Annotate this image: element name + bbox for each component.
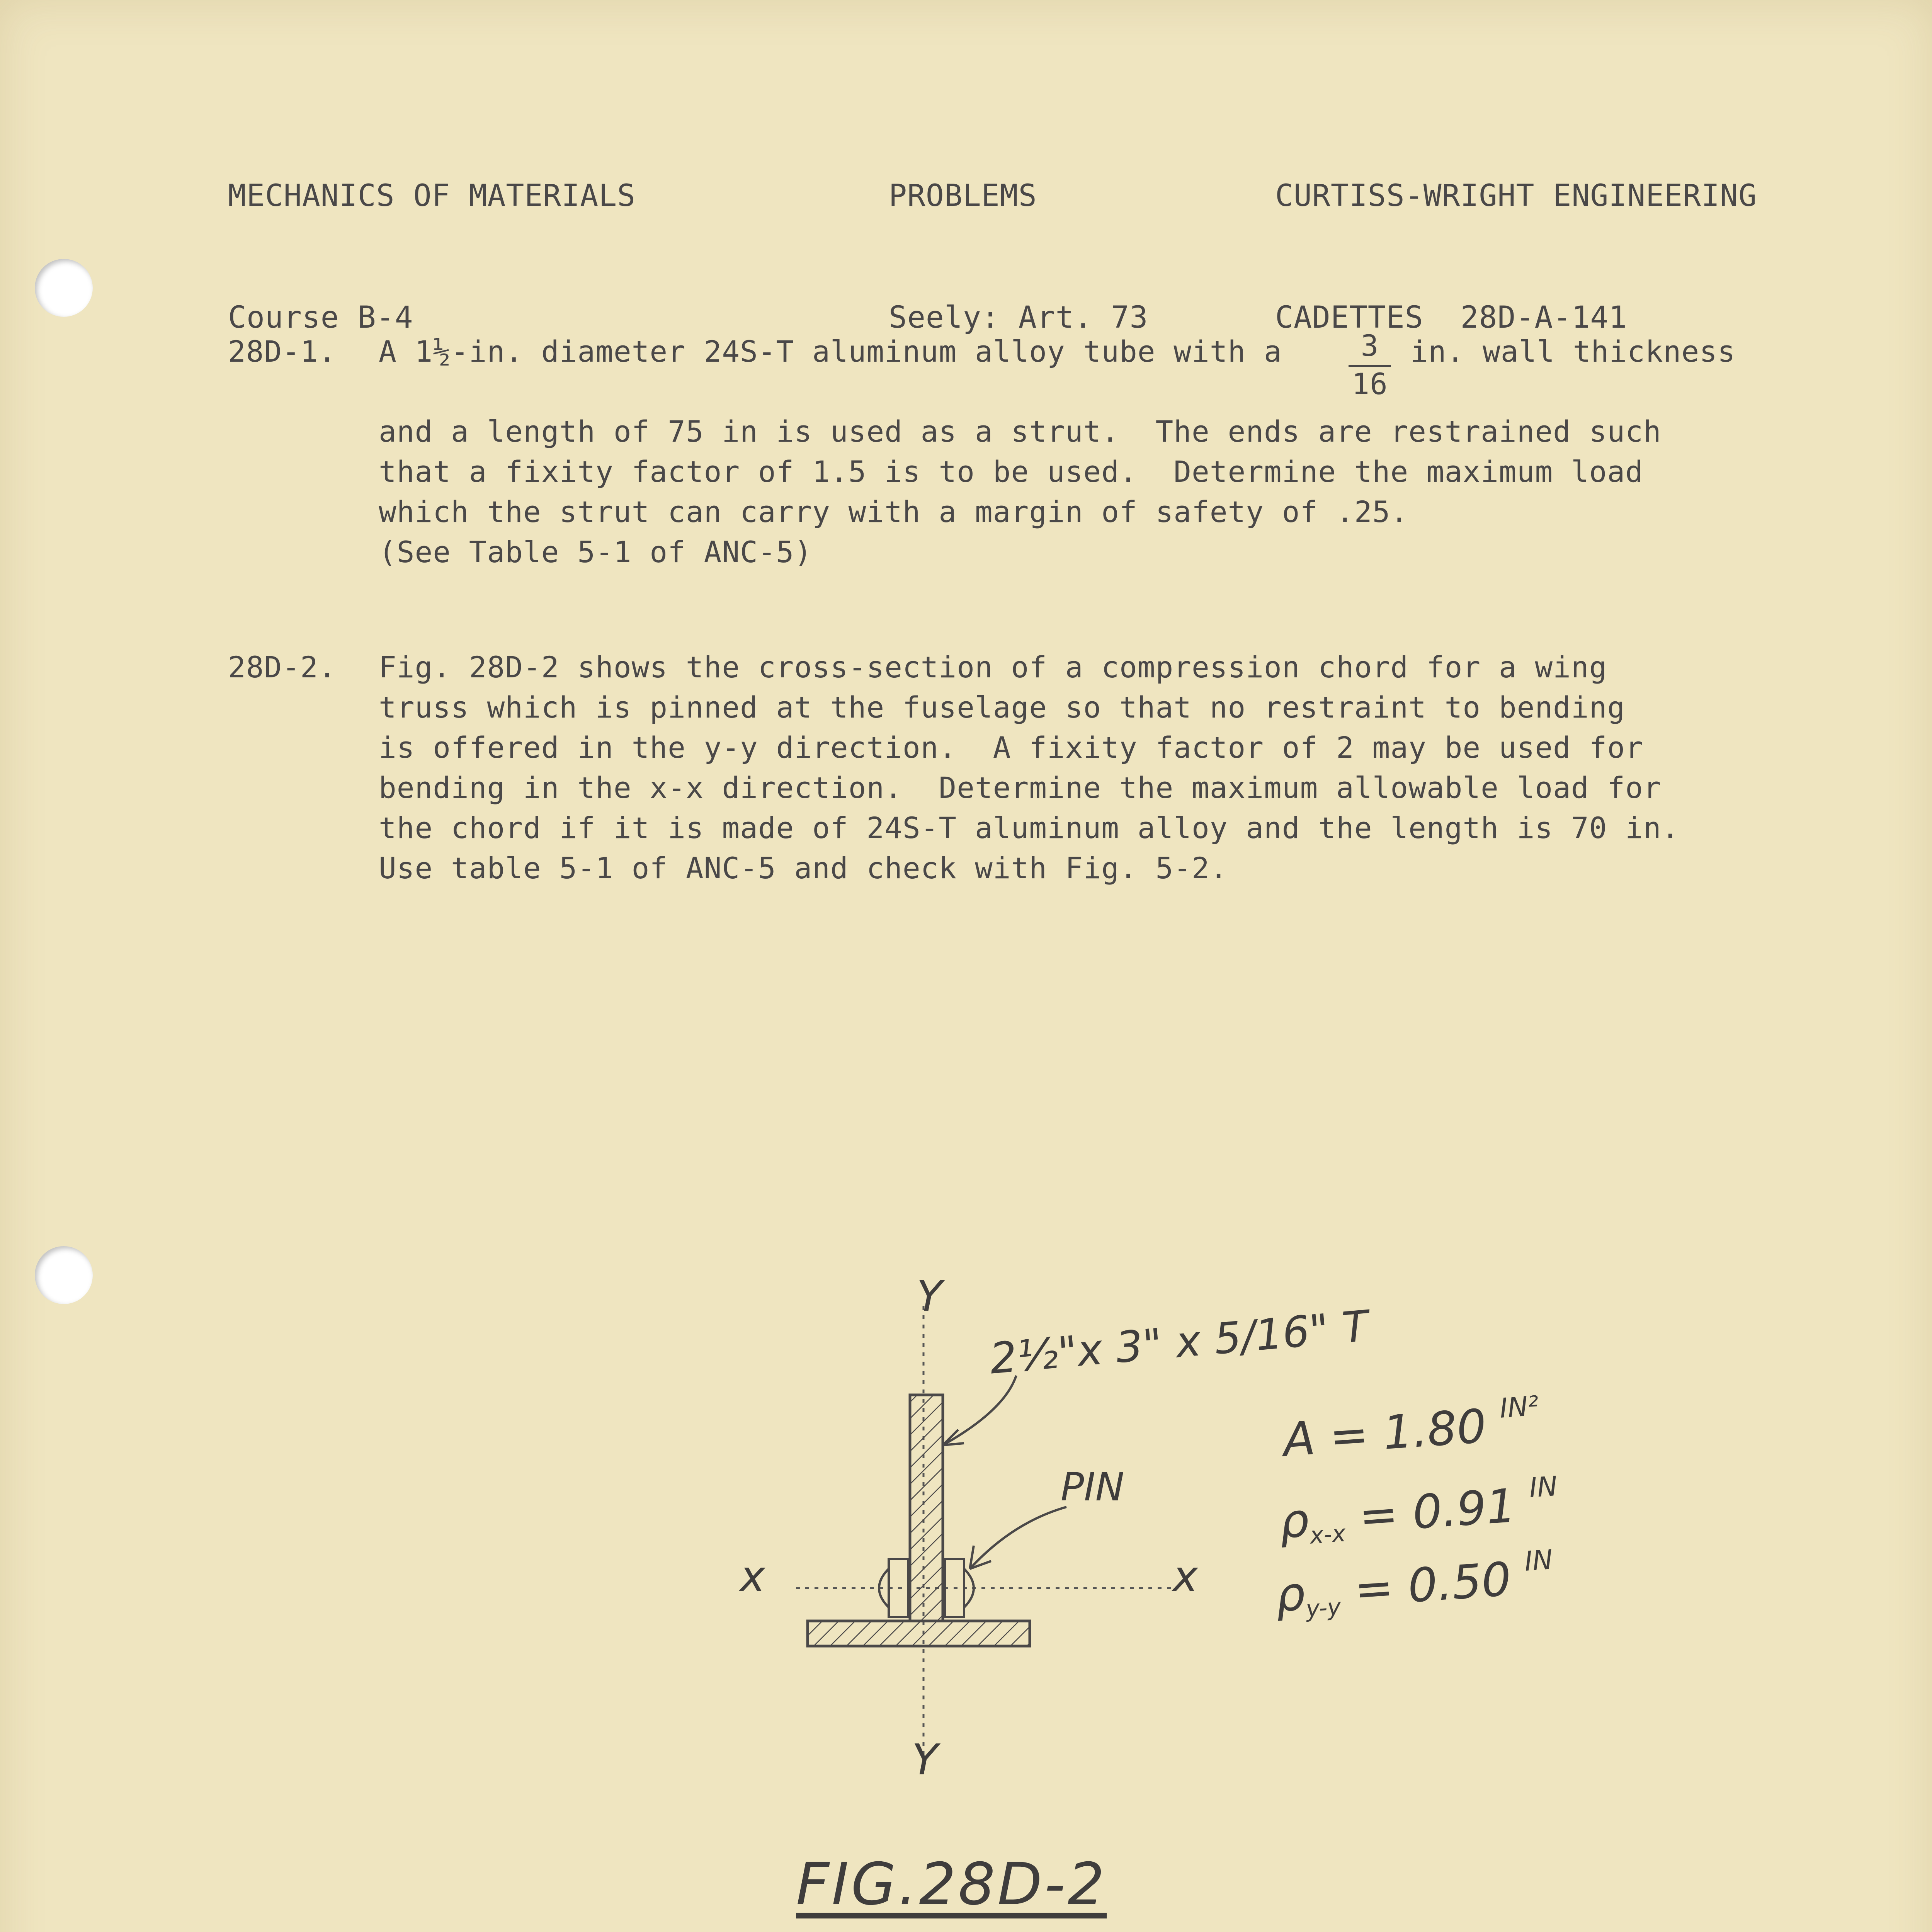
header-problems-title: PROBLEMS bbox=[889, 179, 1037, 213]
area-value: A = 1.80 bbox=[1281, 1399, 1488, 1468]
header-document-id: CADETTES 28D-A-141 bbox=[1275, 300, 1628, 335]
rho-xx-value: = 0.91 bbox=[1357, 1479, 1518, 1544]
problem-1-line: and a length of 75 in is used as a strut. The ends are restrained such bbox=[379, 414, 1662, 449]
figure-caption: FIG.28D-2 bbox=[796, 1851, 1107, 1918]
rho-yy-subscript: y-y bbox=[1305, 1593, 1342, 1623]
problem-1-first-line: A 1½-in. diameter 24S-T aluminum alloy tube with a bbox=[379, 334, 1282, 369]
problem-2-line: bending in the x-x direction. Determine the maximum allowable load for bbox=[379, 770, 1662, 805]
problem-1-first-line-end: in. wall thickness bbox=[1410, 334, 1736, 369]
header-reference: Seely: Art. 73 bbox=[889, 300, 1148, 335]
pin-label: PIN bbox=[1061, 1464, 1124, 1510]
dimension-leader-arrow bbox=[943, 1430, 964, 1445]
rho-symbol: ρ bbox=[1274, 1567, 1307, 1622]
rho-xx-unit: IN bbox=[1528, 1470, 1559, 1504]
problem-1-line: which the strut can carry with a margin of safety of .25. bbox=[379, 495, 1409, 529]
tee-stem bbox=[910, 1395, 943, 1621]
fraction-numerator: 3 bbox=[1349, 328, 1391, 367]
problem-2-line: Fig. 28D-2 shows the cross-section of a compression chord for a wing bbox=[379, 650, 1607, 684]
problem-2-line: the chord if it is made of 24S-T aluminum alloy and the length is 70 in. bbox=[379, 811, 1680, 845]
problem-1-line: (See Table 5-1 of ANC-5) bbox=[379, 535, 813, 569]
y-axis-label-top: Y bbox=[917, 1271, 943, 1321]
section-dimension-label: 2½"x 3" x 5/16" T bbox=[988, 1301, 1371, 1384]
problem-1-line: that a fixity factor of 1.5 is to be used. Determine the maximum load bbox=[379, 454, 1643, 489]
fraction-denominator: 16 bbox=[1352, 367, 1388, 401]
x-axis-label-right: x bbox=[1173, 1551, 1198, 1601]
problem-2-line: truss which is pinned at the fuselage so that no restraint to bending bbox=[379, 690, 1626, 724]
rho-yy-value: = 0.50 bbox=[1352, 1552, 1513, 1617]
y-axis-label-bottom: Y bbox=[912, 1735, 938, 1784]
x-axis-label-left: x bbox=[740, 1551, 765, 1601]
problem-1-number: 28D-1. bbox=[228, 334, 337, 369]
rho-xx-subscript: x-x bbox=[1309, 1520, 1347, 1549]
pin-leader bbox=[970, 1507, 1066, 1569]
rho-symbol: ρ bbox=[1277, 1493, 1311, 1549]
area-unit: IN² bbox=[1498, 1389, 1540, 1424]
header-course-code: Course B-4 bbox=[228, 300, 413, 335]
problem-2-number: 28D-2. bbox=[228, 650, 337, 684]
header-institution-name: CURTISS-WRIGHT ENGINEERING bbox=[1275, 179, 1757, 213]
rho-yy-unit: IN bbox=[1523, 1544, 1554, 1577]
problem-2-line: is offered in the y-y direction. A fixity factor of 2 may be used for bbox=[379, 730, 1643, 765]
problem-2-line: Use table 5-1 of ANC-5 and check with Fig. 5-2. bbox=[379, 851, 1228, 885]
header-subject: MECHANICS OF MATERIALS bbox=[228, 179, 636, 213]
tee-flange bbox=[808, 1621, 1030, 1646]
